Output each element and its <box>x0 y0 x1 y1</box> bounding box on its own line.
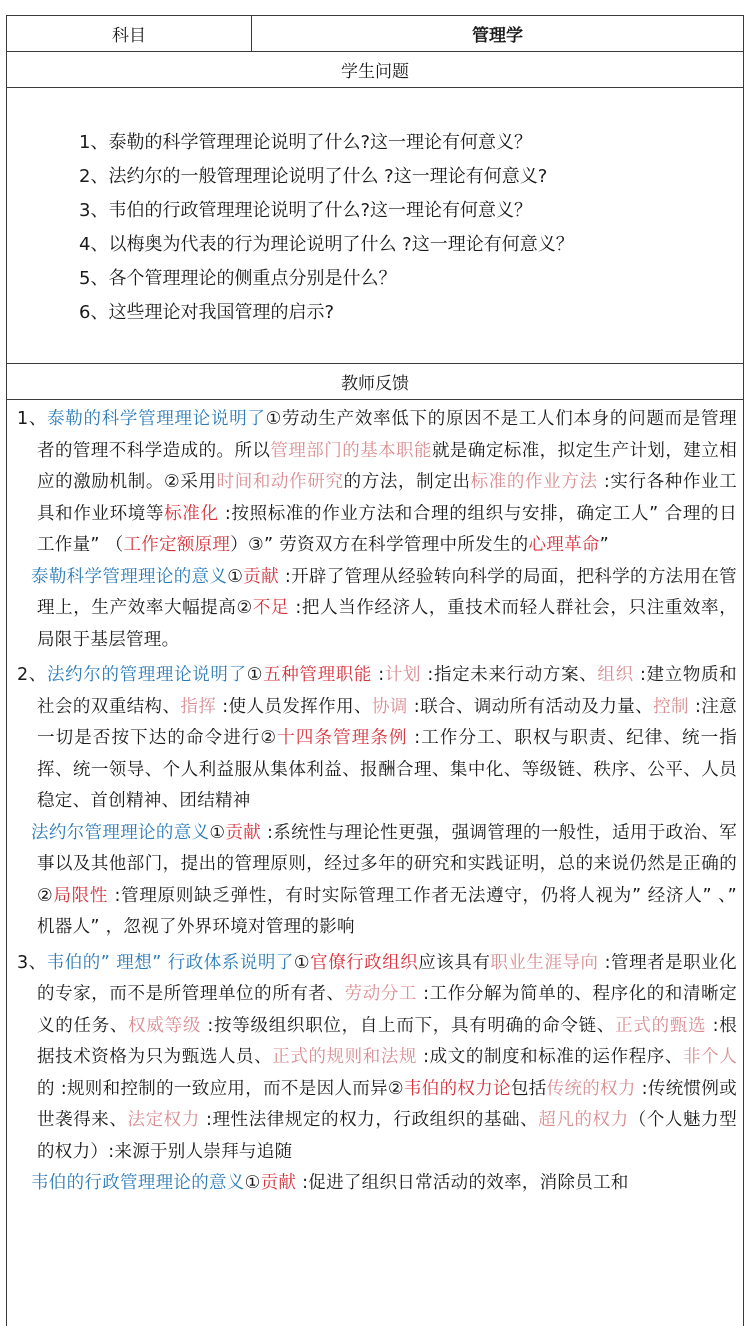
feedback-significance-paragraph <box>17 818 737 944</box>
highlight-red: 心理革命 <box>528 535 600 555</box>
feedback-text: 应该具有 <box>418 952 491 973</box>
feedback-text: : <box>372 665 385 685</box>
highlight-red: 工作定额原理 <box>123 535 231 555</box>
highlight-pink: 协调 <box>371 696 408 717</box>
feedback-text: 就是确定标准，拟定生产计划，建立相应的激励机制。②采用 <box>37 440 738 492</box>
feedback-text: :指定未来行动方案、 <box>421 665 598 685</box>
highlight-red: 十四条管理条例 <box>277 728 408 748</box>
feedback-text: :根据技术资格为只为甄选人员、 <box>37 1015 738 1067</box>
highlight-red: 不足 <box>252 598 290 618</box>
highlight-pink: 标准的作业方法 <box>470 472 598 492</box>
highlight-pink: 时间和动作研究 <box>216 472 344 492</box>
question-item: 6、这些理论对我国管理的启示? <box>79 302 335 323</box>
highlight-blue: 韦伯的” 理想” 行政体系说明了 <box>46 952 294 973</box>
highlight-pink: 法定权力 <box>127 1110 200 1130</box>
feedback-text: :传统惯例或世袭得来、 <box>37 1078 738 1130</box>
feedback-text: 的 :规则和控制的一致应用，而不是因人而异② <box>37 1078 404 1099</box>
highlight-red: 贡献 <box>260 1173 297 1193</box>
highlight-red: 贡献 <box>225 822 262 843</box>
feedback-text: :开辟了管理从经验转向科学的局面，把科学的方法用在管理上，生产效率大幅提高② <box>37 566 737 618</box>
questions-header: 学生问题 <box>7 52 743 88</box>
highlight-pink: 管理部门的基本职能 <box>270 440 432 461</box>
feedback-text: :按照标准的作业方法和合理的组织与安排，确定工人” 合理的日工作量” （ <box>37 503 737 555</box>
feedback-text: ①劳动生产效率低下的原因不是工人们本身的问题而是管理者的管理不科学造成的。所以 <box>37 409 737 461</box>
feedback-text: :工作分解为简单的、程序化的和清晰定义的任务、 <box>37 984 737 1036</box>
feedback-text: ① <box>293 952 311 973</box>
feedback-text: ① <box>244 1173 261 1193</box>
feedback-text: :管理者是职业化的专家，而不是所管理单位的所有者、 <box>37 952 737 1004</box>
question-item: 4、以梅奥为代表的行为理论说明了什么 ?这一理论有何意义？ <box>79 234 574 255</box>
feedback-text: :建立物质和社会的双重结构、 <box>37 665 737 717</box>
feedback-text: ① <box>227 566 244 587</box>
feedback-significance-paragraph <box>17 1168 737 1200</box>
highlight-red: 贡献 <box>243 566 279 587</box>
feedback-text: 的方法，制定出 <box>343 472 471 492</box>
highlight-blue: 泰勒的科学管理理论说明了 <box>47 409 266 429</box>
feedback-text: ” <box>599 535 610 555</box>
feedback-text: 1、 <box>17 409 48 429</box>
feedback-header: 教师反馈 <box>7 364 743 400</box>
feedback-text: ① <box>209 822 226 843</box>
subject-value: 管理学 <box>472 26 523 46</box>
feedback-text: :系统性与理论性更强，强调管理的一般性，适用于政治、军事以及其他部门，提出的管理原则，经过多年的研究和实践证明，总的来说仍然是正确的② <box>37 822 737 906</box>
highlight-pink: 权威等级 <box>128 1015 202 1036</box>
feedback-text: :注意一切是否按下达的命令进行② <box>37 696 737 748</box>
highlight-pink: 劳动分工 <box>344 984 418 1004</box>
highlight-pink: 正式的甄选 <box>615 1015 707 1036</box>
highlight-red: 韦伯的权力论 <box>403 1078 511 1099</box>
form-table <box>6 15 744 1326</box>
feedback-text: ）③” 劳资双方在科学管理中所发生的 <box>230 535 529 555</box>
highlight-blue: 泰勒科学管理理论的意义 <box>31 566 228 587</box>
feedback-section <box>7 400 743 1200</box>
highlight-red: 标准化 <box>164 503 219 524</box>
feedback-text: :促进了组织日常活动的效率，消除员工和 <box>296 1173 629 1193</box>
highlight-pink: 超凡的权力 <box>538 1110 629 1130</box>
question-item: 3、韦伯的行政管理理论说明了什么?这一理论有何意义？ <box>79 200 533 221</box>
highlight-pink: 计划 <box>384 665 422 685</box>
question-list <box>79 126 574 330</box>
question-item: 5、各个管理理论的侧重点分别是什么？ <box>79 268 397 289</box>
feedback-text: ① <box>246 665 264 685</box>
feedback-significance-paragraph <box>17 562 737 657</box>
highlight-red: 五种管理职能 <box>263 665 373 685</box>
feedback-text: :联合、调动所有活动及力量、 <box>407 696 654 717</box>
subject-label: 科目 <box>7 16 252 51</box>
highlight-blue: 法约尔的管理理论说明了 <box>46 665 247 685</box>
feedback-text: :实行各种作业工具和作业环境等 <box>37 472 737 524</box>
feedback-paragraph <box>17 660 737 818</box>
highlight-pink: 传统的权力 <box>546 1078 636 1099</box>
highlight-pink: 指挥 <box>180 696 217 717</box>
highlight-pink: 职业生涯导向 <box>490 952 599 973</box>
question-item: 1、泰勒的科学管理理论说明了什么?这一理论有何意义？ <box>79 132 533 153</box>
feedback-paragraph <box>17 948 737 1169</box>
feedback-text: （个人魅力型的权力）:来源于别人崇拜与追随 <box>37 1110 738 1162</box>
feedback-text: :成文的制度和标准的运作程序、 <box>417 1047 683 1067</box>
highlight-pink: 非个人 <box>683 1047 737 1067</box>
highlight-red: 局限性 <box>53 885 109 906</box>
feedback-text: 包括 <box>510 1078 547 1099</box>
highlight-pink: 正式的规则和法规 <box>272 1047 418 1067</box>
highlight-pink: 组织 <box>597 665 634 685</box>
feedback-text: 3、 <box>17 952 47 973</box>
highlight-blue: 韦伯的行政管理理论的意义 <box>31 1173 245 1193</box>
feedback-text: 2、 <box>17 665 47 685</box>
question-item: 2、法约尔的一般管理理论说明了什么 ?这一理论有何意义? <box>79 166 548 187</box>
feedback-text: :理性法律规定的权力，行政组织的基础、 <box>199 1110 539 1130</box>
highlight-pink: 控制 <box>653 696 689 717</box>
subject-row <box>7 16 743 52</box>
feedback-text: :工作分工、职权与职责、纪律、统一指挥、统一领导、个人利益服从集体利益、报酬合理、集中化、等级链、秩序、公平、人员稳定、首创精神、团结精神 <box>37 728 737 811</box>
feedback-paragraph <box>17 404 737 562</box>
highlight-blue: 法约尔管理理论的意义 <box>31 822 210 843</box>
highlight-red: 官僚行政组织 <box>310 952 419 973</box>
feedback-text: :使人员发挥作用、 <box>216 696 372 717</box>
questions-section <box>7 88 743 364</box>
feedback-text: :管理原则缺乏弹性，有时实际管理工作者无法遵守，仍将人视为” 经济人” 、” 机器人” ，忽视了外界环境对管理的影响 <box>37 885 737 937</box>
feedback-text: :把人当作经济人，重技术而轻人群社会，只注重效率，局限于基层管理。 <box>37 598 737 650</box>
feedback-text: :按等级组织职位，自上而下，具有明确的命令链、 <box>201 1015 616 1036</box>
